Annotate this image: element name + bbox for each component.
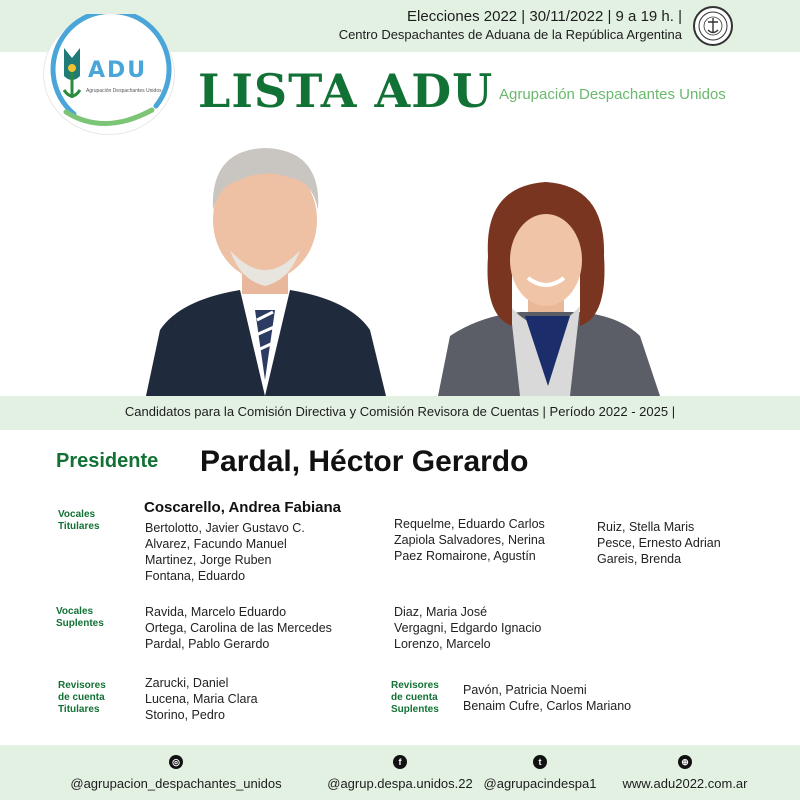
vocales-titulares-col1 — [145, 520, 305, 584]
instagram-icon: ◎ — [169, 755, 183, 769]
list-item: Martinez, Jorge Ruben — [145, 553, 272, 567]
list-item: Pardal, Pablo Gerardo — [145, 637, 270, 651]
list-item: Zarucki, Daniel — [145, 676, 229, 690]
vocales-titulares-label — [58, 509, 100, 533]
adu-logo — [44, 14, 174, 134]
list-item: Paez Romairone, Agustín — [394, 549, 536, 563]
candidate-photo-man — [140, 140, 440, 396]
twitter-icon: t — [533, 755, 547, 769]
label-line: Suplentes — [56, 618, 104, 629]
tagline: Agrupación Despachantes Unidos — [499, 86, 726, 103]
list-item: Ortega, Carolina de las Mercedes — [145, 621, 332, 635]
president-name: Pardal, Héctor Gerardo — [200, 445, 529, 478]
vocales-suplentes-col1 — [145, 604, 332, 652]
president-label: Presidente — [56, 450, 159, 472]
website-link[interactable] — [612, 752, 758, 791]
revisores-suplentes-label — [391, 680, 439, 716]
list-item: Gareis, Brenda — [597, 552, 682, 566]
label-line: Revisores — [58, 680, 106, 691]
list-item: Diaz, Maria José — [394, 605, 488, 619]
list-item: Alvarez, Facundo Manuel — [145, 537, 287, 551]
facebook-handle: @agrup.despa.unidos.22 — [327, 776, 473, 791]
vocales-suplentes-col2 — [394, 604, 541, 652]
revisores-titulares-label — [58, 680, 106, 716]
candidates-banner-text: Candidatos para la Comisión Directiva y Comisión Revisora de Cuentas | Período 2022 - 2025 | — [124, 404, 676, 419]
facebook-icon: f — [393, 755, 407, 769]
website-url: www.adu2022.com.ar — [622, 776, 748, 791]
twitter-handle: @agrupacindespa1 — [483, 776, 597, 791]
vocales-titulares-col3 — [597, 519, 721, 567]
label-line: Suplentes — [391, 704, 439, 715]
label-line: de cuenta — [391, 692, 438, 703]
label-line: Revisores — [391, 680, 439, 691]
list-item: Zapiola Salvadores, Nerina — [394, 533, 545, 547]
list-item: Pavón, Patricia Noemi — [463, 683, 587, 697]
list-item: Bertolotto, Javier Gustavo C. — [145, 521, 305, 535]
list-item: Storino, Pedro — [145, 708, 225, 722]
vocal-lead-name: Coscarello, Andrea Fabiana — [144, 499, 342, 516]
twitter-link[interactable] — [478, 752, 602, 791]
organization-name: Centro Despachantes de Aduana de la República Argentina — [338, 27, 682, 42]
page-title: LISTA ADU — [198, 64, 494, 118]
list-item: Ruiz, Stella Maris — [597, 520, 695, 534]
candidates-photo — [140, 140, 670, 396]
election-info: Elecciones 2022 | 30/11/2022 | 9 a 19 h. | — [407, 8, 682, 25]
candidate-photo-woman — [430, 176, 670, 396]
instagram-handle: @agrupacion_despachantes_unidos — [70, 776, 282, 791]
list-item: Pesce, Ernesto Adrian — [597, 536, 721, 550]
revisores-titulares-list — [145, 675, 258, 723]
list-item: Benaim Cufre, Carlos Mariano — [463, 699, 632, 713]
vocales-suplentes-label — [56, 606, 104, 630]
vocales-titulares-col2 — [394, 516, 545, 564]
list-item: Vergagni, Edgardo Ignacio — [394, 621, 542, 635]
list-item: Lorenzo, Marcelo — [394, 637, 491, 651]
logo-wordmark: ADU — [88, 58, 148, 83]
list-item: Fontana, Eduardo — [145, 569, 246, 583]
label-line: Vocales — [58, 509, 96, 520]
facebook-link[interactable] — [306, 752, 494, 791]
label-line: de cuenta — [58, 692, 105, 703]
label-line: Vocales — [56, 606, 94, 617]
list-item: Requelme, Eduardo Carlos — [394, 517, 545, 531]
revisores-suplentes-list — [463, 682, 631, 714]
logo-subtitle: Agrupación Despachantes Unidos — [86, 88, 162, 94]
globe-icon: ⊕ — [678, 755, 692, 769]
instagram-link[interactable] — [56, 752, 296, 791]
list-item: Lucena, Maria Clara — [145, 692, 258, 706]
organization-seal-icon — [693, 6, 733, 46]
label-line: Titulares — [58, 704, 100, 715]
list-item: Ravida, Marcelo Eduardo — [145, 605, 287, 619]
label-line: Titulares — [58, 521, 100, 532]
